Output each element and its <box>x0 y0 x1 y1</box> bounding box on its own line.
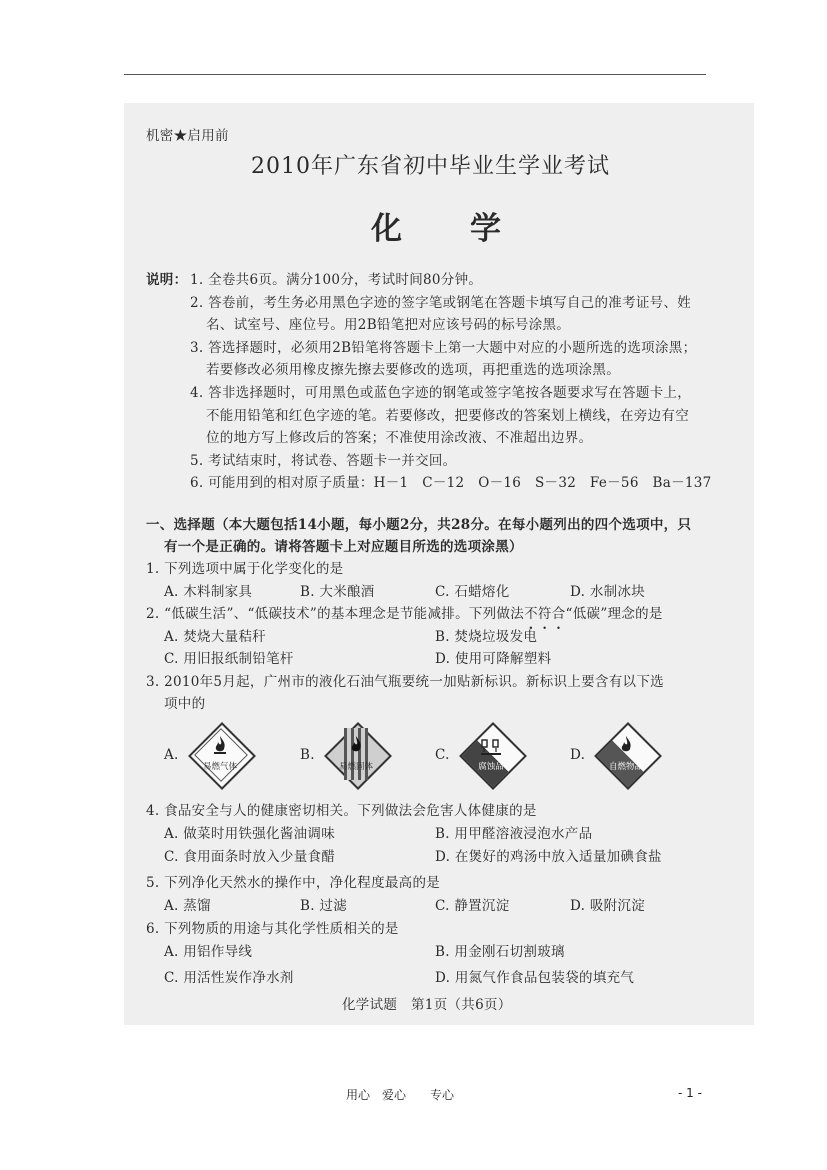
option-letter: A. <box>164 747 179 763</box>
sign-label: 腐蚀品 <box>478 762 504 772</box>
section-heading: 有一个是正确的。请将答题卡上对应题目所选的选项涂黑） <box>164 539 523 555</box>
option: C. 食用面条时放入少量食醋 <box>164 849 336 865</box>
option: A. 木料制家具 <box>164 584 253 600</box>
option: D. 在煲好的鸡汤中放入适量加碘食盐 <box>435 849 662 865</box>
option: D. 用氮气作食品包装袋的填充气 <box>435 970 635 986</box>
question-stem <box>146 605 663 623</box>
option-letter: D. <box>570 747 586 763</box>
confidential-label: 机密★启用前 <box>146 128 229 144</box>
question-stem-pre: 2. “低碳生活”、“低碳技术”的基本理念是节能减排。下列做法 <box>146 606 525 622</box>
subject-title: 化 学 <box>371 211 503 247</box>
flammable-gas-sign <box>188 722 252 786</box>
option: D. 水制冰块 <box>570 584 646 600</box>
option: A. 用铝作导线 <box>164 944 253 960</box>
note-line: 3. 答选择题时，必须用2B铅笔将答题卡上第一大题中对应的小题所选的选项涂黑； <box>190 340 697 356</box>
note-line: 6. 可能用到的相对原子质量：H－1 C－12 O－16 S－32 Fe－56 Ba－137 <box>190 475 712 491</box>
option: B. 焚烧垃圾发电 <box>435 629 538 645</box>
sign-label: 易燃气体 <box>202 762 237 772</box>
option-letter: B. <box>300 747 315 763</box>
note-line: 4. 答非选择题时，可用黑色或蓝色字迹的钢笔或签字笔按各题要求写在答题卡上， <box>190 385 692 401</box>
flame-icon <box>616 734 636 756</box>
question-stem: 项中的 <box>164 696 206 712</box>
flame-icon <box>210 734 230 756</box>
note-line: 不能用铅笔和红色字迹的笔。若要修改，把要修改的答案划上横线，在旁边有空 <box>206 408 689 424</box>
note-line: 若要修改必须用橡皮擦先擦去要修改的选项，再把重选的选项涂黑。 <box>206 362 620 378</box>
option-letter: C. <box>435 747 450 763</box>
exam-title: 2010年广东省初中毕业生学业考试 <box>251 154 610 179</box>
flame-icon <box>346 734 366 756</box>
scanned-exam-page <box>124 103 754 1025</box>
flammable-solid-sign <box>324 722 388 786</box>
notes-label: 说明： <box>146 272 188 288</box>
footer-motto: 用心 爱心 专心 <box>346 1088 455 1102</box>
section-heading: 一、选择题（本大题包括14小题，每小题2分，共28分。在每小题列出的四个选项中，只 <box>146 517 692 533</box>
question-stem: 3. 2010年5月起，广州市的液化石油气瓶要统一加贴新标识。新标识上要含有以下选 <box>146 674 664 690</box>
question-stem: 4. 食品安全与人的健康密切相关。下列做法会危害人体健康的是 <box>146 803 537 819</box>
option: A. 焚烧大量秸秆 <box>164 629 267 645</box>
sign-label: 自燃物品 <box>608 762 643 772</box>
option: D. 吸附沉淀 <box>570 898 646 914</box>
question-stem-post: “低碳”理念的是 <box>565 606 663 622</box>
spontaneously-combustible-sign <box>594 722 658 786</box>
header-rule <box>124 74 706 75</box>
option: A. 蒸馏 <box>164 898 211 914</box>
option: C. 用活性炭作净水剂 <box>164 970 294 986</box>
option: B. 用金刚石切割玻璃 <box>435 944 565 960</box>
page-footer: 化学试题 第1页（共6页） <box>342 997 512 1013</box>
question-stem: 5. 下列净化天然水的操作中，净化程度最高的是 <box>146 875 441 891</box>
page-number: - 1 - <box>678 1086 702 1100</box>
corrosive-sign <box>459 722 523 786</box>
option: B. 过滤 <box>300 898 348 914</box>
option: C. 静置沉淀 <box>435 898 510 914</box>
corrosion-icon <box>481 734 501 756</box>
sign-label: 易燃固体 <box>338 762 373 772</box>
question-stem: 6. 下列物质的用途与其化学性质相关的是 <box>146 921 399 937</box>
option: B. 大米酿酒 <box>300 584 375 600</box>
note-line: 位的地方写上修改后的答案；不准使用涂改液、不准超出边界。 <box>206 430 593 446</box>
option: A. 做菜时用铁强化酱油调味 <box>164 826 336 842</box>
option: D. 使用可降解塑料 <box>435 651 552 667</box>
option: C. 用旧报纸制铅笔杆 <box>164 651 294 667</box>
emphasis-text: 不符合 <box>524 606 566 622</box>
note-line: 5. 考试结束时，将试卷、答题卡一并交回。 <box>190 453 457 469</box>
note-line: 2. 答卷前，考生务必用黑色字迹的签字笔或钢笔在答题卡填写自己的准考证号、姓 <box>190 295 692 311</box>
note-line: 名、试室号、座位号。用2B铅笔把对应该号码的标号涂黑。 <box>206 317 571 333</box>
option: B. 用甲醛溶液浸泡水产品 <box>435 826 593 842</box>
option: C. 石蜡熔化 <box>435 584 510 600</box>
note-line: 1. 全卷共6页。满分100分，考试时间80分钟。 <box>190 272 483 288</box>
question-stem: 1. 下列选项中属于化学变化的是 <box>146 561 344 577</box>
